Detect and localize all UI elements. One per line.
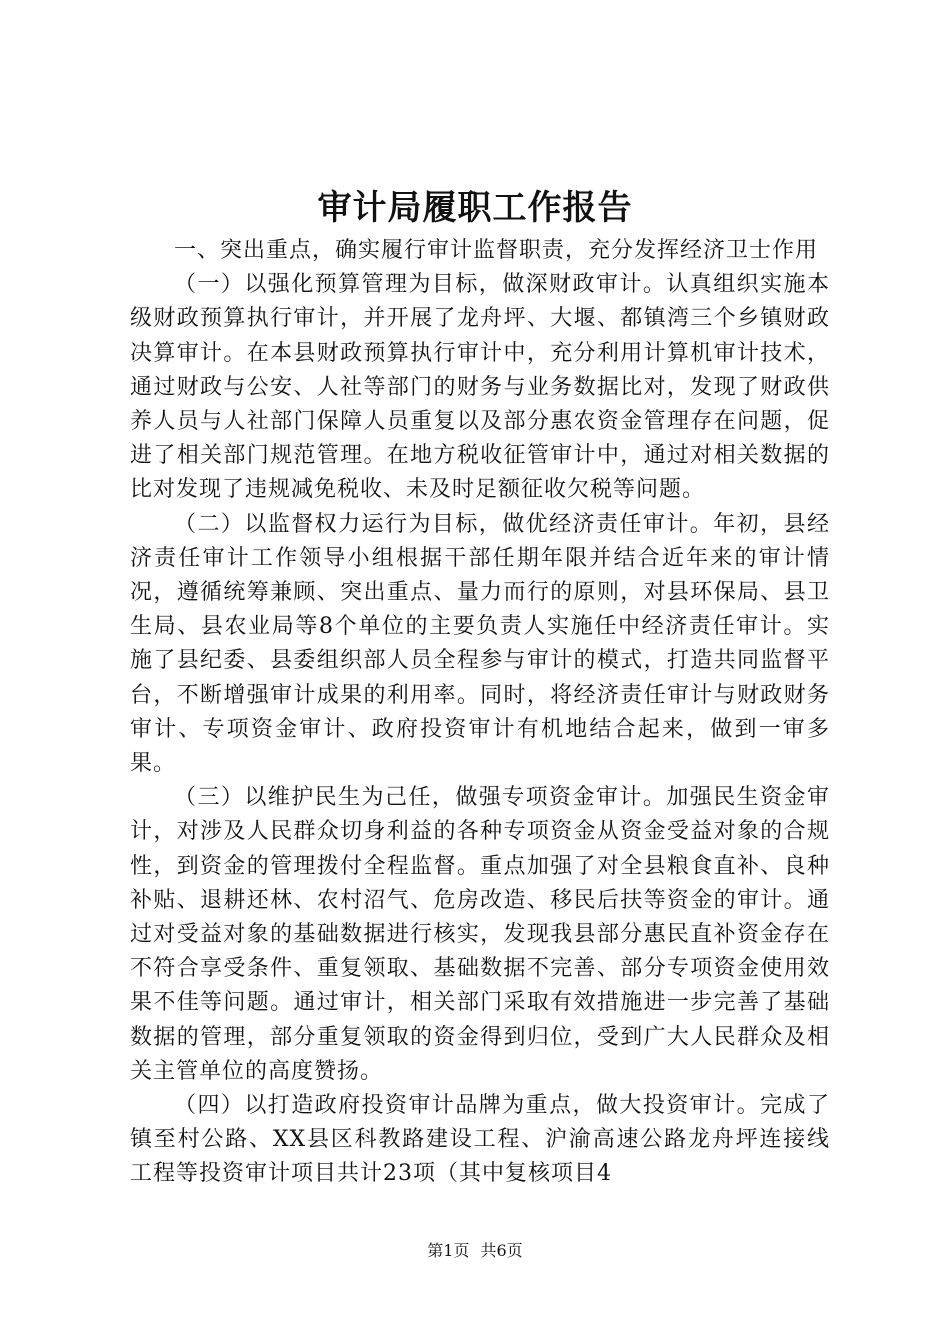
paragraph-fiscal-audit: （一）以强化预算管理为目标，做深财政审计。认真组织实施本级财政预算执行审计，并开展了龙舟坪、大堰、都镇湾三个乡镇财政决算审计。在本县财政预算执行审计中，充分利用计算机审计技术，通过财政与公安、人社等部门的财务与业务数据比对，发现了财政供养人员与人社部门保障人员重复以及部分惠农资金管理存在问题，促进了相关部门规范管理。在地方税收征管审计中，通过对相关数据的比对发现了违规减免税收、未及时足额征收欠税等问题。 <box>130 272 830 503</box>
paragraph-economic-responsibility-audit: （二）以监督权力运行为目标，做优经济责任审计。年初，县经济责任审计工作领导小组根据干部任期年限并结合近年来的审计情况，遵循统筹兼顾、突出重点、量力而行的原则，对县环保局、县卫生局、县农业局等8个单位的主要负责人实施任中经济责任审计。实施了县纪委、县委组织部人员全程参与审计的模式，打造共同监督平台，不断增强审计成果的利用率。同时，将经济责任审计与财政财务审计、专项资金审计、政府投资审计有机地结合起来，做到一审多果。 <box>130 511 830 777</box>
document-title: 审计局履职工作报告 <box>317 188 633 228</box>
page-footer <box>0 1240 950 1262</box>
paragraph-investment-audit: （四）以打造政府投资审计品牌为重点，做大投资审计。完成了镇至村公路、XX县区科教路建设工程、沪渝高速公路龙舟坪连接线工程等投资审计项目共计23项（其中复核项目4 <box>130 1093 830 1187</box>
page-number: 第1页 <box>427 1241 470 1260</box>
paragraph-heading-1: 一、突出重点，确实履行审计监督职责，充分发挥经济卫士作用 <box>174 238 819 263</box>
document-body <box>130 234 830 1192</box>
page-total: 共6页 <box>480 1241 523 1260</box>
paragraph-special-funds-audit: （三）以维护民生为己任，做强专项资金审计。加强民生资金审计，对涉及人民群众切身利益的各种专项资金从资金受益对象的合规性，到资金的管理拨付全程监督。重点加强了对全县粮食直补、良种补贴、退耕还林、农村沼气、危房改造、移民后扶等资金的审计。通过对受益对象的基础数据进行核实，发现我县部分惠民直补资金存在不符合享受条件、重复领取、基础数据不完善、部分专项资金使用效果不佳等问题。通过审计，相关部门采取有效措施进一步完善了基础数据的管理，部分重复领取的资金得到归位，受到广大人民群众及相关主管单位的高度赞扬。 <box>130 785 830 1084</box>
